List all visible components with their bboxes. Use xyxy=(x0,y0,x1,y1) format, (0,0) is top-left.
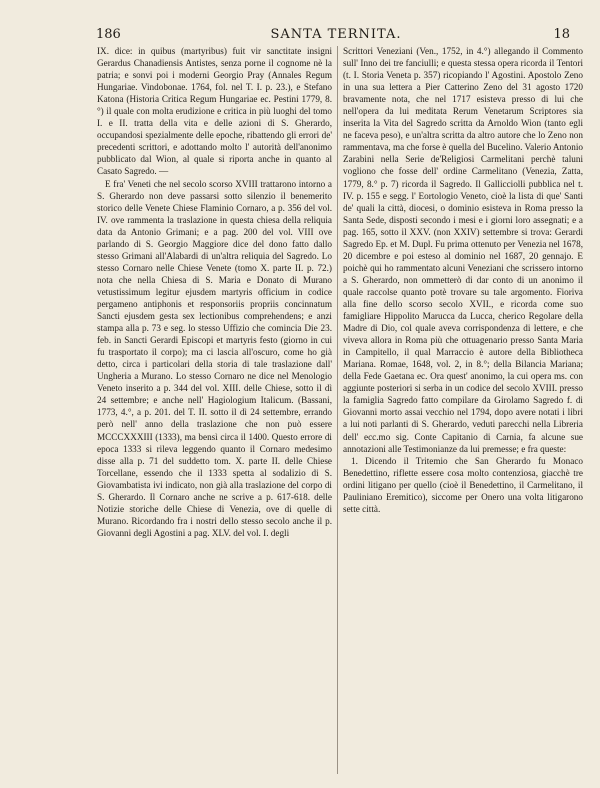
page-header xyxy=(96,27,576,43)
running-title: SANTA TERNITA. xyxy=(270,27,402,42)
right-text-column xyxy=(343,45,583,775)
page-number: 186 xyxy=(96,27,121,42)
right-paragraph-2: 1. Dicendo il Tritemio che San Gherardo fu Monaco Benedettino, riflette essere cosa molto contenziosa, giacchè tre ordini litigano per quello (cioè il Benedettino, il Carmelitano, il Pauliniano Eremitico), siccome per Onero una volta litigarono sette città. xyxy=(343,455,583,514)
column-divider xyxy=(337,46,338,774)
right-paragraph-1: Scrittori Veneziani (Ven., 1752, in 4.°) allegando il Commento sull' Inno dei tre fanciulli; e questa stessa opera ricorda il Tentori (t. I. Storia Veneta p. 357) ricopiando l' Agostini. Apostolo Zeno in una sua lettera a Pier Catterino Zeno del 31 agosto 1720 bravamente nota, che nel 1717 esisteva presso di lui che nell'opera da lui meditata Rerum Venetarum Scriptores sia inserita la Vita del Sagredo scritta da Arnoldo Wion (tanto egli ne faceva peso), e un'altra scritta da altro autore che lo Zeno non rammentava, ma che forse è quella del Bucelino. Valerio Antonio Zarabini nella Serie de'Religiosi Carmelitani perchè taluni vogliono che fosse dell' ordine Carmelitano (Venezia, Zatta, 1779, 8.° p. 7) ricorda il Sagredo. Il Gallicciolli pubblica nel t. IV. p. 155 e segg. l' Eortologio Veneto, cioè la lista di que' Santi de' quali la città, diocesi, o dominio esisteva in Roma presso la Santa Sede, disposti secondo i mesi e i giorni loro assegnati; e a pag. 165, sotto il XXV. (non XXIV) settembre si trova: Gerardi Sagredo Ep. et M. Dupl. Fu prima ottenuto per Venezia nel 1678, 20 dicembre e poi esteso al dominio nel 1687, 20 gennajo. E poichè qui ho rammentato alcuni Veneziani che scrissero intorno a S. Gherardo, non ommetterò di dar conto di un anonimo il quale raccolse quanto potè trovare su tale argomento. Fioriva alla fine dello scorso secolo XVII., e ricorda come suo famigliare Hippolito Marucca da Lucca, cherico Regolare della Madre di Dio, col quale aveva corrispondenza di lettere, e che viveva allora in Roma più che ottuagenario presso Santa Maria in Campitello, il qual Marraccio è autore della Bibliotheca Mariana. Romae, 1648, vol. 2, in 8.°; della Bilancia Mariana; della Fede Gaetana ec. Ora quest' anonimo, la cui opera ms. con aggiunte posteriori si serba in un codice del secolo XVIII. presso la famiglia Sagredo fatto compilare da Girolamo Sagredo f. di Giovanni morto assai vecchio nel 1794, dopo avere notati i libri a lui noti parlanti di S. Gherardo, veduti parecchi nella Libreria dell' ecc.mo sig. Conte Capitanio di Carnia, fa alcune sue annotazioni alle Testimonianze da lui premesse; e fra queste: xyxy=(343,46,583,454)
column-marker: 18 xyxy=(553,27,570,42)
left-paragraph-2: E fra' Veneti che nel secolo scorso XVIII trattarono intorno a S. Gherardo non deve passarsi sotto silenzio il benemerito storico delle Venete Chiese Flaminio Cornaro, a p. 356 del vol. IV. ove rammenta la traslazione in questa chiesa della reliquia data da Antonio Grimani; e a pag. 200 del vol. VIII ove parlando di S. Georgio Maggiore dice del dono fatto dallo stesso Grimani all'Alabardi di un'altra reliquia del Sagredo. Lo stesso Cornaro nelle Chiese Venete (tomo X. parte II. p. 72.) nota che nella Chiesa di S. Maria e Donato di Murano vetustissimum legitur ejusdem martyris officium in codice pergameno antiphonis et responsoriis propriis concinnatum Sancti ejusdem gesta sex lectionibus comprehendens; e anzi stampa alla p. 73 e seg. lo stesso Uffizio che comincia Die 23. feb. in Sancti Gerardi Episcopi et martyris festo (giorno in cui fu trasportato il corpo); ma ci lascia all'oscuro, come ho già detto, circa i particolari della storia di tale traslazione dall' Ungheria a Murano. Lo stesso Cornaro ne dice nel Menologio Veneto inserito a p. 344 del vol. XIII. delle Chiese, sotto il dì 24 settembre; e anche nell' Hagiologium Italicum. (Bassani, 1773, 4.°, a p. 201. del T. II. sotto il dì 24 settembre, errando però nell' anno della traslazione che non può essere MCCCXXXIII (1333), ma bensì circa il 1400. Questo errore di epoca 1333 si rileva leggendo quanto il Cornaro medesimo disse alla p. 71 del suddetto tom. X. parte II. delle Chiese Torcellane, essendo che il 1333 spetta al sodalizio di S. Giovambatista ivi indicato, non già alla traslazione del corpo di S. Gherardo. Il Cornaro anche ne scrive a p. 617-618. delle Notizie storiche delle Chiese di Venezia, ove di quelle di Murano. Ricordando fra i nostri dello stesso secolo anche il p. Giovanni degli Agostini a pag. XLV. del vol. I. degli xyxy=(97,178,332,538)
left-paragraph-1: IX. dice: in quibus (martyribus) fuit vir sanctitate insigni Gerardus Chanadiensis Antistes, senza porne il cognome nè la patria; e sonvi poi i moderni Georgio Pray (Annales Regum Hungariae. Vindobonae. 1764, fol. nel T. I. p. 23.), e Stefano Katona (Historia Critica Regum Hungariae ec. Pestini 1779, 8.°) il quale con molta erudizione e critica in più luoghi del tomo I. e II. tratta della vita e delle azioni di S. Gherardo, occupandosi spezialmente delle epoche, ribattendo gli errori de' precedenti scrittori, e adottando molto l' autorità dell'anonimo pubblicato dal Wion, al quale si riporta anche in quanto al Casato Sagredo. — xyxy=(97,46,332,177)
left-text-column xyxy=(97,45,332,775)
